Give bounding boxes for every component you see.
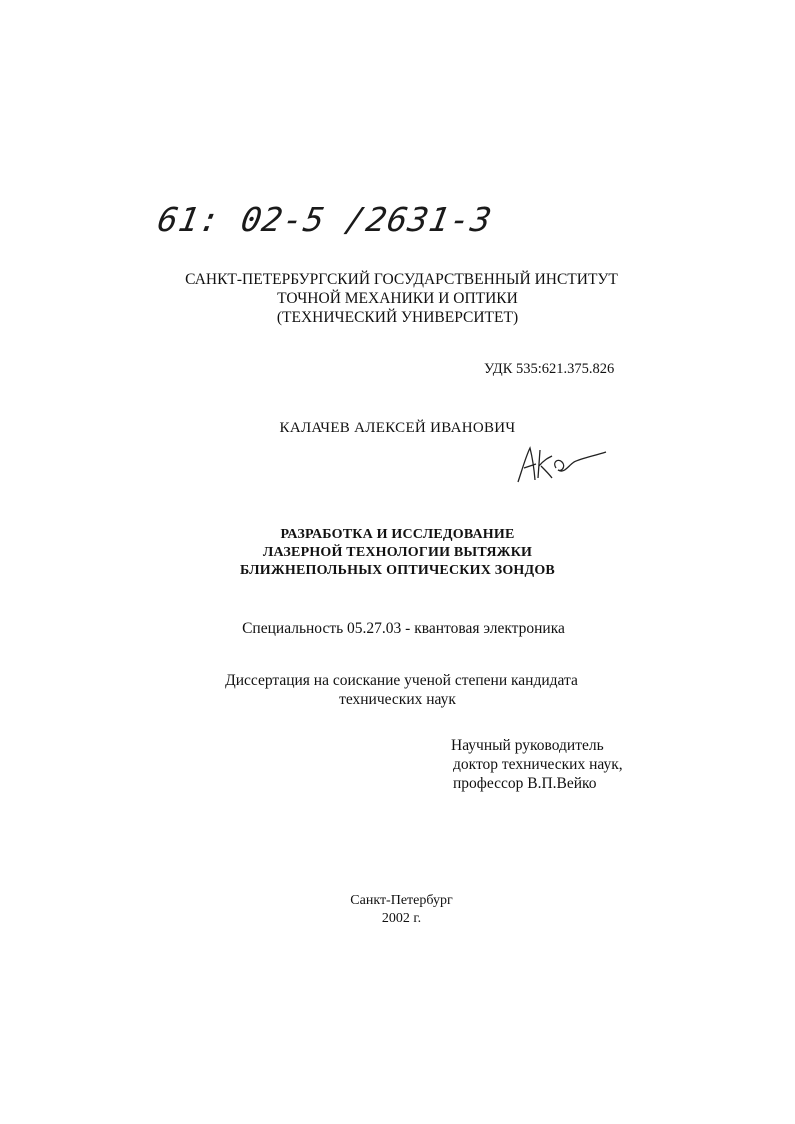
institution-line-1: САНКТ-ПЕТЕРБУРГСКИЙ ГОСУДАРСТВЕННЫЙ ИНСТИТУТ (185, 271, 618, 288)
author-name: КАЛАЧЕВ АЛЕКСЕЙ ИВАНОВИЧ (279, 420, 516, 436)
specialty: Специальность 05.27.03 - квантовая электроника (242, 620, 565, 637)
dissertation-statement (0, 671, 795, 709)
institution-name (0, 270, 795, 327)
title-line-1: РАЗРАБОТКА И ИССЛЕДОВАНИЕ (280, 527, 515, 542)
footer-year: 2002 г. (381, 911, 422, 926)
udk-code: УДК 535:621.375.826 (484, 361, 615, 377)
dissertation-line-2: технических наук (339, 691, 456, 708)
archive-code: 61: 02-5 /2631-3 (154, 200, 496, 239)
supervisor-line-2: доктор технических наук, (453, 756, 623, 773)
dissertation-line-1: Диссертация на соискание ученой степени кандидата (225, 672, 578, 689)
footer-city: Санкт-Петербург (350, 893, 453, 908)
author-signature (512, 442, 612, 488)
title-line-2: ЛАЗЕРНОЙ ТЕХНОЛОГИИ ВЫТЯЖКИ (262, 545, 533, 560)
institution-line-3: (ТЕХНИЧЕСКИЙ УНИВЕРСИТЕТ) (276, 309, 519, 326)
footer (0, 892, 795, 928)
supervisor-line-3: профессор В.П.Вейко (453, 775, 597, 792)
title-line-3: БЛИЖНЕПОЛЬНЫХ ОПТИЧЕСКИХ ЗОНДОВ (240, 563, 555, 578)
institution-line-2: ТОЧНОЙ МЕХАНИКИ И ОПТИКИ (277, 290, 518, 307)
supervisor-line-1: Научный руководитель (451, 737, 604, 754)
supervisor-block (451, 736, 623, 793)
dissertation-title (0, 526, 795, 580)
